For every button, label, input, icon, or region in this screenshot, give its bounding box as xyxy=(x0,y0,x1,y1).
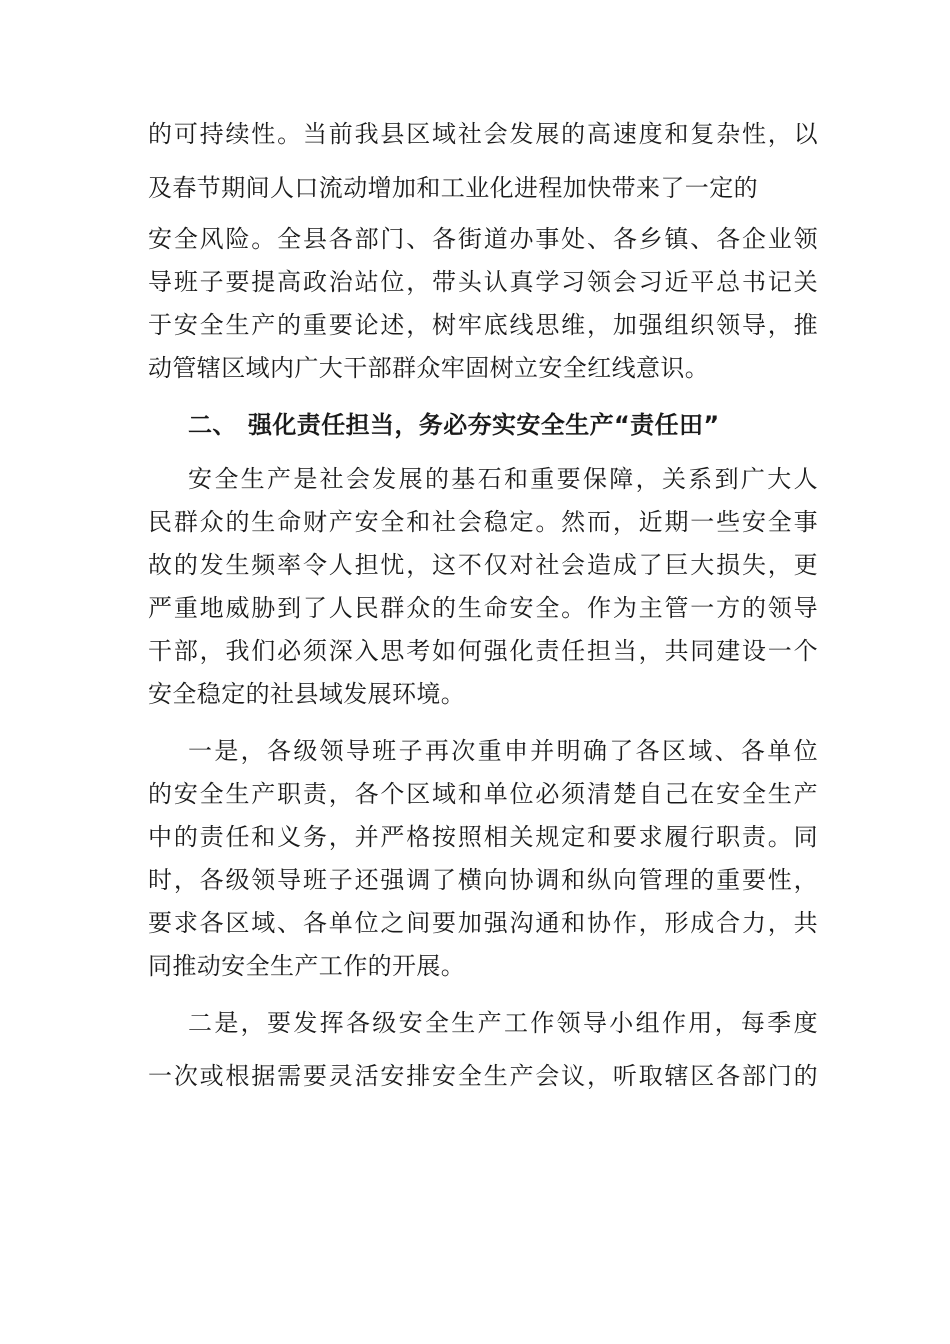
text-line: 安全生产是社会发展的基石和重要保障，关系到广大人 xyxy=(188,465,818,493)
text-line: 中的责任和义务，并严格按照相关规定和要求履行职责。同 xyxy=(148,823,818,851)
text-line: 的安全生产职责，各个区域和单位必须清楚自己在安全生产 xyxy=(148,780,818,808)
text-line: 要求各区域、各单位之间要加强沟通和协作，形成合力，共 xyxy=(148,909,818,937)
section-number: 二、 xyxy=(188,411,237,439)
text-line: 安全风险。全县各部门、各街道办事处、各乡镇、各企业领 xyxy=(148,225,818,253)
text-line: 民群众的生命财产安全和社会稳定。然而，近期一些安全事 xyxy=(148,508,818,536)
text-line: 时，各级领导班子还强调了横向协调和纵向管理的重要性， xyxy=(148,866,818,894)
text-line: 严重地威胁到了人民群众的生命安全。作为主管一方的领导 xyxy=(148,594,818,622)
text-line: 干部，我们必须深入思考如何强化责任担当，共同建设一个 xyxy=(148,637,818,665)
text-line: 及春节期间人口流动增加和工业化进程加快带来了一定的 xyxy=(148,174,758,202)
section-heading xyxy=(188,408,818,442)
text-line: 于安全生产的重要论述，树牢底线思维，加强组织领导，推 xyxy=(148,311,818,339)
text-line: 的可持续性。当前我县区域社会发展的高速度和复杂性，以 xyxy=(148,120,818,148)
text-line: 动管辖区域内广大干部群众牢固树立安全红线意识。 xyxy=(148,354,710,382)
text-line: 二是，要发挥各级安全生产工作领导小组作用，每季度 xyxy=(188,1009,818,1037)
section-title: 强化责任担当，务必夯实安全生产“责任田” xyxy=(248,411,720,439)
text-line: 导班子要提高政治站位，带头认真学习领会习近平总书记关 xyxy=(148,268,818,296)
text-line: 安全稳定的社县域发展环境。 xyxy=(148,680,466,708)
text-line: 一次或根据需要灵活安排安全生产会议，听取辖区各部门的 xyxy=(148,1062,818,1090)
text-line: 同推动安全生产工作的开展。 xyxy=(148,952,466,980)
text-line: 一是，各级领导班子再次重申并明确了各区域、各单位 xyxy=(188,737,818,765)
text-line: 故的发生频率令人担忧，这不仅对社会造成了巨大损失，更 xyxy=(148,551,818,579)
